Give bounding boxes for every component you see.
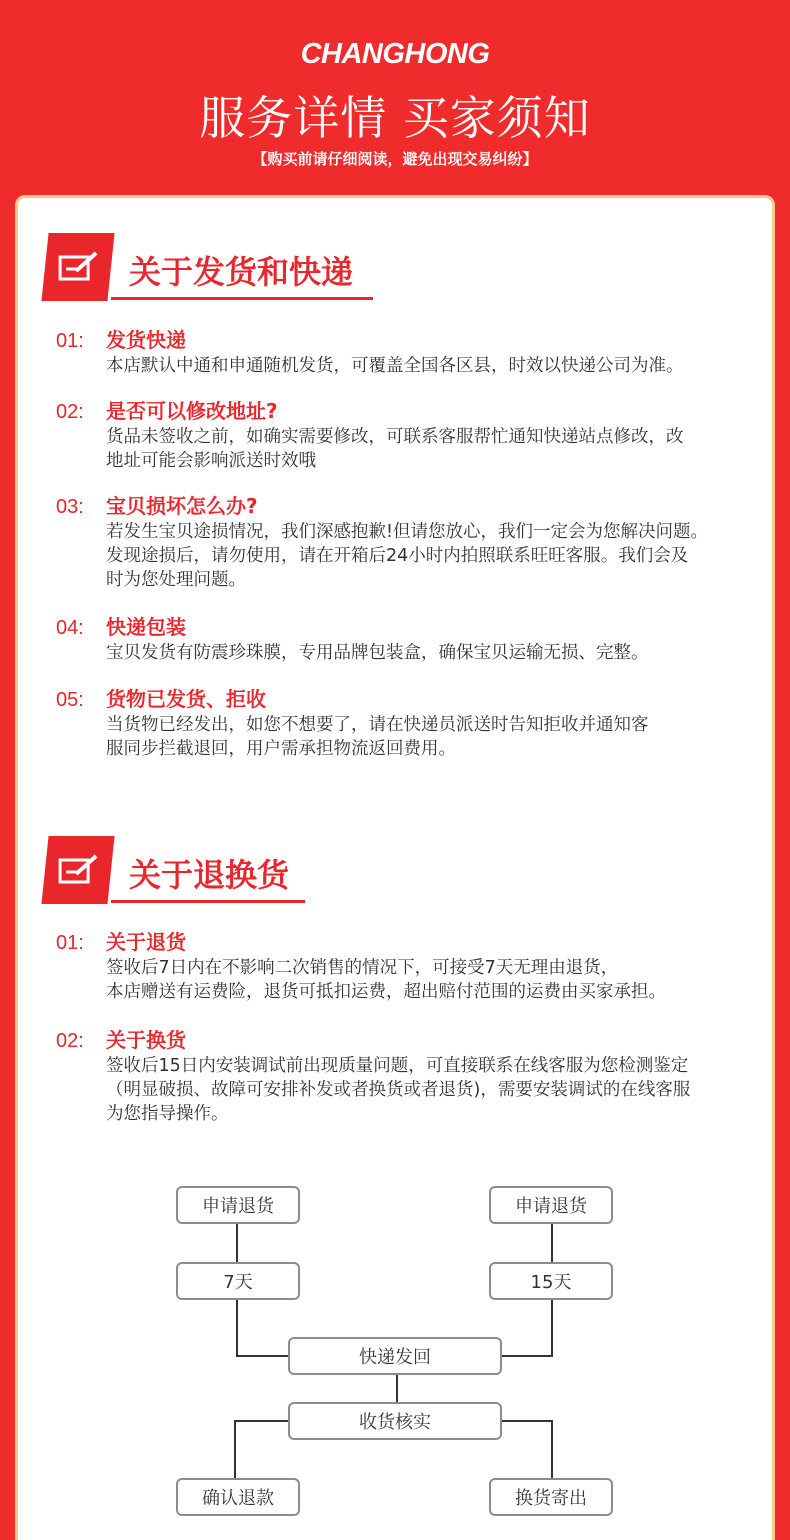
flow-apply-return-right: 申请退货	[489, 1186, 613, 1224]
flow-15-days: 15天	[489, 1262, 613, 1300]
list-item: 04: 快递包装 宝贝发货有防震珍珠膜，专用品牌包装盒，确保宝贝运输无损、完整。	[56, 615, 649, 663]
page-title: 服务详情 买家须知	[199, 91, 591, 145]
list-item: 01: 关于退货 签收后7日内在不影响二次销售的情况下，可接受7天无理由退货， 本店赠送有运费险，退货可抵扣运费，超出赔付范围的运费由买家承担。	[56, 930, 666, 1002]
flow-verify-receipt: 收货核实	[288, 1402, 502, 1440]
connector-line	[396, 1375, 398, 1403]
list-item: 03: 宝贝损坏怎么办? 若发生宝贝途损情况，我们深感抱歉!但请您放心，我们一定会为您解决问题。 发现途损后，请勿使用，请在开箱后24小时内拍照联系旺旺客服。我们会及 时为您处理问题。	[56, 494, 709, 590]
flow-exchange-ship: 换货寄出	[489, 1478, 613, 1516]
connector-line	[551, 1224, 553, 1262]
page-subtitle: 【购买前请仔细阅读，避免出现交易纠纷】	[252, 150, 538, 168]
section-title: 关于发货和快递	[129, 253, 354, 291]
list-item: 05: 货物已发货、拒收 当货物已经发出，如您不想要了，请在快递员派送时告知拒收并通知客 服同步拦截退回，用户需承担物流返回费用。	[56, 687, 649, 759]
flow-confirm-refund: 确认退款	[176, 1478, 300, 1516]
edit-icon	[41, 233, 114, 301]
connector-line	[236, 1224, 238, 1262]
flow-apply-return-left: 申请退货	[176, 1186, 300, 1224]
brand-logo: CHANGHONG	[300, 38, 490, 70]
list-item: 02: 关于换货 签收后15日内安装调试前出现质量问题，可直接联系在线客服为您检测鉴定 （明显破损、故障可安排补发或者换货或者退货)，需要安装调试的在线客服 为您指导操作。	[56, 1028, 691, 1124]
connector-line	[551, 1300, 553, 1356]
connector-line	[501, 1355, 553, 1357]
connector-line	[236, 1355, 290, 1357]
flow-ship-back: 快递发回	[288, 1337, 502, 1375]
connector-line	[234, 1420, 290, 1422]
list-item: 01: 发货快递 本店默认中通和申通随机发货，可覆盖全国各区县，时效以快递公司为准。	[56, 328, 684, 376]
section-underline	[111, 297, 373, 300]
connector-line	[236, 1300, 238, 1356]
connector-line	[551, 1420, 553, 1478]
connector-line	[234, 1420, 236, 1478]
connector-line	[501, 1420, 553, 1422]
list-item: 02: 是否可以修改地址? 货品未签收之前，如确实需要修改，可联系客服帮忙通知快递站点修改，改 地址可能会影响派送时效哦	[56, 399, 684, 471]
section-underline	[111, 900, 305, 903]
section-title: 关于退换货	[129, 856, 290, 894]
edit-icon	[41, 836, 114, 904]
flow-7-days: 7天	[176, 1262, 300, 1300]
header	[0, 0, 790, 200]
